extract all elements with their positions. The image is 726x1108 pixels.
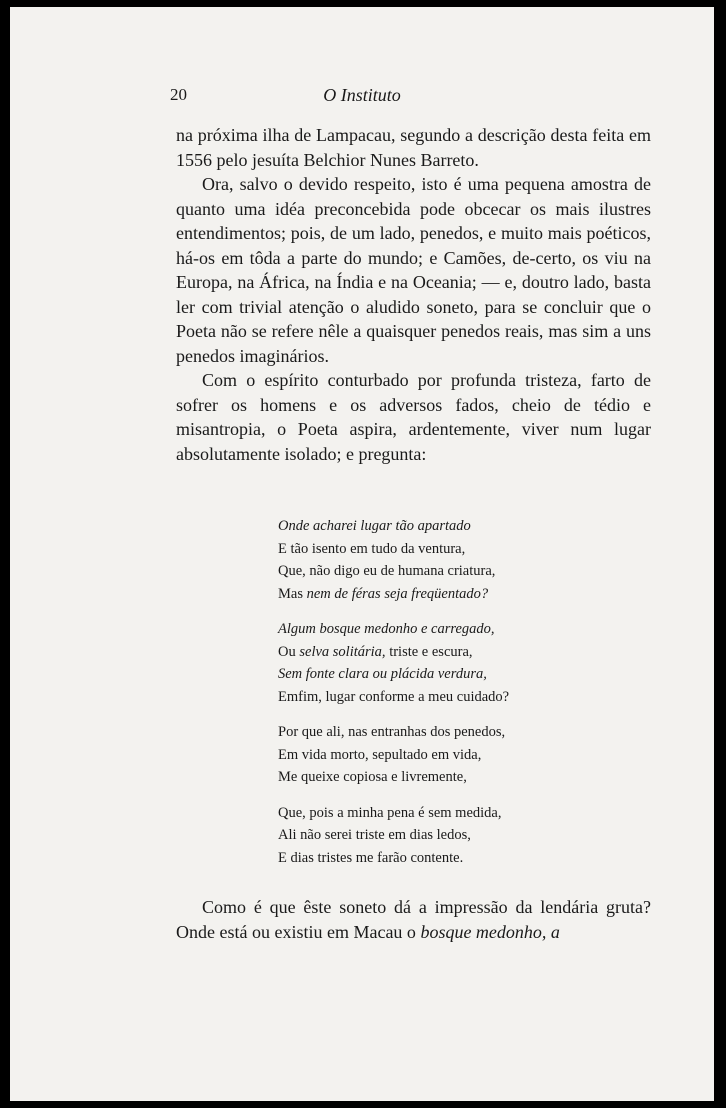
sonnet [278, 515, 509, 882]
closing-paragraph [176, 895, 651, 945]
poem-fragment: Ou [278, 643, 300, 660]
poem-line: Por que ali, nas entranhas dos penedos, [278, 724, 506, 740]
poem-line: E dias tristes me farão contente. [278, 849, 464, 866]
poem-line: Algum bosque medonho e carregado, [278, 621, 495, 637]
page-header [10, 85, 714, 109]
poem-line [278, 641, 509, 664]
paragraph-2: Ora, salvo o devido respeito, isto é uma pequena amostra de quanto uma idéa preconcebida pode obcecar os mais ilustres entendimentos; pois, de um lado, penedos, e muito mais poéticos, há-os em tôda a parte do mundo; e Camões, de-certo, os viu na Europa, na África, na Índia e na Oceania; — e, doutro lado, basta ler com trivial atenção o aludido soneto, para se concluir que o Poeta não se refere nêle a quaisquer penedos reais, mas sim a uns penedos imaginários. [176, 174, 651, 366]
closing-text-roman: Como é que êste soneto dá a impressão da lendária gruta? Onde está ou existiu em Macau o [176, 897, 651, 942]
paragraph-1: na próxima ilha de Lampacau, segundo a descrição desta feita em 1556 pelo jesuíta Belchior Nunes Barreto. [176, 125, 651, 170]
stanza-4 [278, 802, 509, 870]
poem-line [278, 583, 509, 606]
poem-line: E tão isento em tudo da ventura, [278, 540, 466, 557]
stanza-2 [278, 618, 509, 708]
poem-line: Ali não serei triste em dias ledos, [278, 827, 471, 843]
poem-fragment-italic: nem de féras seja freqüentado? [306, 585, 489, 602]
running-title: O Instituto [323, 85, 401, 105]
poem-line: Sem fonte clara ou plácida verdura, [278, 666, 487, 682]
poem-line: Me queixe copiosa e livremente, [278, 769, 467, 785]
book-page [10, 7, 714, 1101]
poem-line: Que, não digo eu de humana criatura, [278, 563, 496, 579]
body-text [176, 123, 651, 466]
closing-text [176, 895, 651, 945]
stanza-1 [278, 515, 509, 605]
poem-line: Emfim, lugar conforme a meu cuidado? [278, 688, 510, 705]
poem-fragment: Mas [278, 585, 307, 602]
poem-line: Em vida morto, sepultado em vida, [278, 746, 482, 763]
closing-text-italic: bosque medonho, a [420, 922, 560, 942]
page-number: 20 [170, 85, 187, 104]
stanza-3 [278, 721, 509, 789]
poem-fragment: triste e escura, [385, 643, 473, 660]
poem-line: Onde acharei lugar tão apartado [278, 518, 471, 534]
poem-line: Que, pois a minha pena é sem medida, [278, 804, 502, 821]
paragraph-3: Com o espírito conturbado por profunda tristeza, farto de sofrer os homens e os adversos fados, cheio de tédio e misantropia, o Poeta aspira, ardentemente, viver num lugar absolutamente isolado; e pregunta: [176, 370, 651, 464]
poem-fragment-italic: selva solitária, [299, 643, 386, 660]
